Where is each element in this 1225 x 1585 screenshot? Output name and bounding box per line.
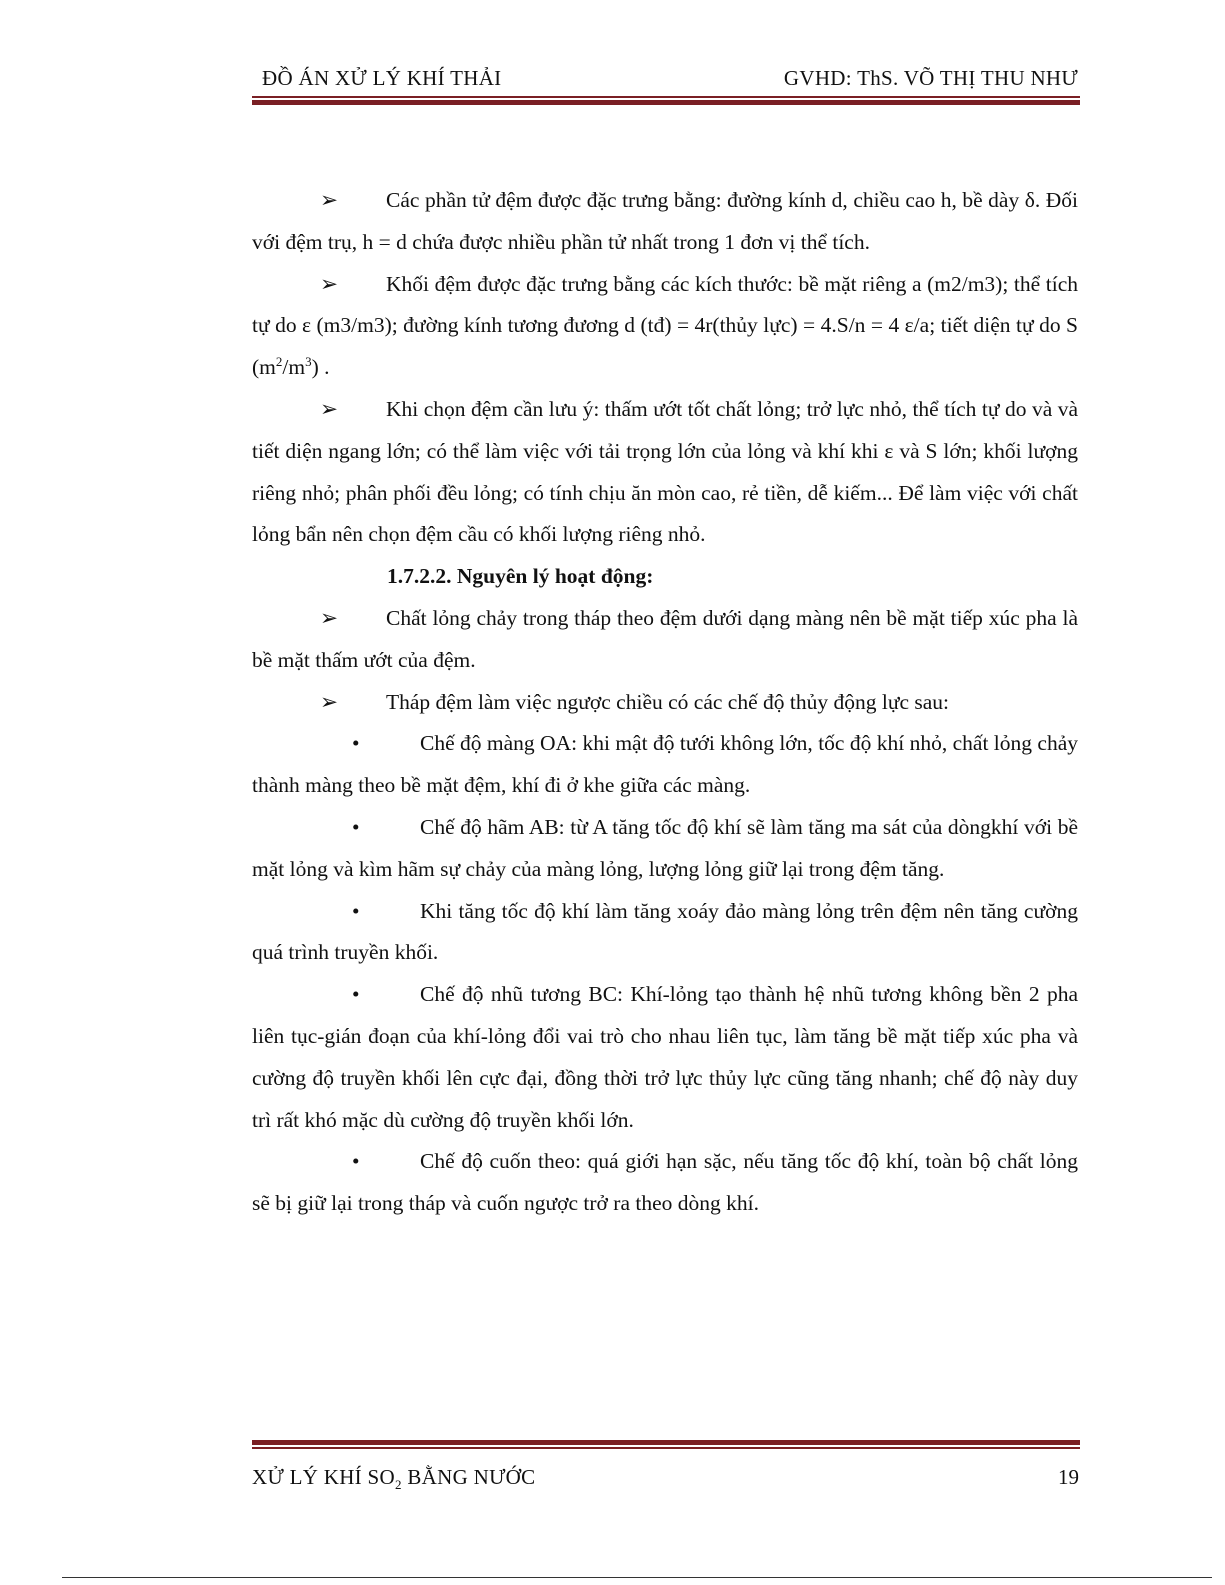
subscript: 2 — [394, 1477, 402, 1493]
header-rule-thin — [252, 96, 1080, 98]
bullet-dot-icon: • — [352, 731, 360, 756]
bullet-dot-icon: • — [352, 898, 360, 923]
footer-title-text: XỬ LÝ KHÍ SO — [252, 1465, 395, 1489]
footer-rule-thick — [252, 1440, 1080, 1445]
arrow-bullet-icon: ➢ — [320, 188, 339, 212]
footer-title — [252, 1465, 535, 1493]
page-number: 19 — [1058, 1465, 1079, 1489]
superscript: 3 — [305, 354, 312, 370]
paragraph-text: ) . — [311, 355, 330, 380]
footer-title-text: BẰNG NƯỚC — [401, 1465, 536, 1489]
superscript: 2 — [275, 354, 283, 370]
paragraph-packing-block — [252, 264, 1078, 389]
bullet-text: Chế độ cuốn theo: quá giới hạn sặc, nếu tăng tốc độ khí, toàn bộ chất lỏng sẽ bị giữ lại trong tháp và cuốn ngược trở ra theo dòng khí. — [252, 1149, 1078, 1216]
page-bottom-edge — [62, 1577, 1212, 1578]
paragraph-selection-notes — [252, 389, 1078, 556]
paragraph-packing-elements — [252, 180, 1078, 264]
section-heading: 1.7.2.2. Nguyên lý hoạt động: — [387, 564, 654, 589]
bullet-entrainment-mode — [252, 1141, 1078, 1225]
bullet-film-mode — [252, 723, 1078, 807]
bullet-dot-icon: • — [352, 982, 360, 1007]
footer-rule-thin — [252, 1447, 1080, 1449]
paragraph-text: /m — [282, 355, 306, 380]
paragraph-liquid-flow — [252, 598, 1078, 682]
header-title: ĐỒ ÁN XỬ LÝ KHÍ THẢI — [262, 66, 502, 90]
bullet-turbulence — [252, 891, 1078, 975]
paragraph-hydrodynamic-modes — [252, 682, 1078, 724]
bullet-emulsion-mode — [252, 974, 1078, 1141]
bullet-text: Khi tăng tốc độ khí làm tăng xoáy đảo màng lỏng trên đệm nên tăng cường quá trình truyền khối. — [252, 898, 1078, 965]
paragraph-text: Khi chọn đệm cần lưu ý: thấm ướt tốt chất lỏng; trở lực nhỏ, thể tích tự do và và tiết diện ngang lớn; có thể làm việc với tải trọng lớn của lỏng và khí khi ε và S lớn; khối lượng riêng nhỏ; phân phối đều lỏng; có tính chịu ăn mòn cao, rẻ tiền, dễ kiếm... Để làm việc với chất lỏng bẩn nên chọn đệm cầu có khối lượng riêng nhỏ. — [252, 396, 1078, 547]
bullet-text: Chế độ hãm AB: từ A tăng tốc độ khí sẽ làm tăng ma sát của dòngkhí với bề mặt lỏng và kìm hãm sự chảy của màng lỏng, lượng lỏng giữ lại trong đệm tăng. — [252, 814, 1078, 881]
arrow-bullet-icon: ➢ — [320, 271, 339, 296]
paragraph-text: Tháp đệm làm việc ngược chiều có các chế độ thủy động lực sau: — [386, 689, 950, 714]
bullet-dot-icon: • — [352, 814, 360, 839]
arrow-bullet-icon: ➢ — [320, 689, 339, 714]
page-body — [252, 180, 1078, 1225]
header-rule-thick — [252, 100, 1080, 105]
paragraph-text: Khối đệm được đặc trưng bằng các kích thước: bề mặt riêng a (m2/m3); thể tích tự do ε (m3/m3); đường kính tương đương d (tđ) = 4r(thủy lực) = 4.S/n = 4 ε/a; tiết diện tự do S (m — [252, 271, 1078, 380]
header-advisor: GVHD: ThS. VÕ THỊ THU NHƯ — [783, 66, 1078, 90]
bullet-dot-icon: • — [352, 1149, 360, 1174]
arrow-bullet-icon: ➢ — [320, 605, 339, 630]
arrow-bullet-icon: ➢ — [320, 396, 339, 421]
bullet-loading-mode — [252, 807, 1078, 891]
paragraph-text: Các phần tử đệm được đặc trưng bằng: đường kính d, chiều cao h, bề dày δ. Đối với đệm trụ, h = d chứa được nhiều phần tử nhất trong 1 đơn vị thể tích. — [252, 188, 1078, 254]
paragraph-text: Chất lỏng chảy trong tháp theo đệm dưới dạng màng nên bề mặt tiếp xúc pha là bề mặt thấm ướt của đệm. — [252, 605, 1078, 672]
bullet-text: Chế độ nhũ tương BC: Khí-lỏng tạo thành hệ nhũ tương không bền 2 pha liên tục-gián đoạn của khí-lỏng đổi vai trò cho nhau liên tục, làm tăng bề mặt tiếp xúc pha và cường độ truyền khối lên cực đại, đồng thời trở lực thủy lực cũng tăng nhanh; chế độ này duy trì rất khó mặc dù cường độ truyền khối lớn. — [252, 982, 1078, 1132]
bullet-text: Chế độ màng OA: khi mật độ tưới không lớn, tốc độ khí nhỏ, chất lỏng chảy thành màng theo bề mặt đệm, khí đi ở khe giữa các màng. — [252, 731, 1078, 798]
